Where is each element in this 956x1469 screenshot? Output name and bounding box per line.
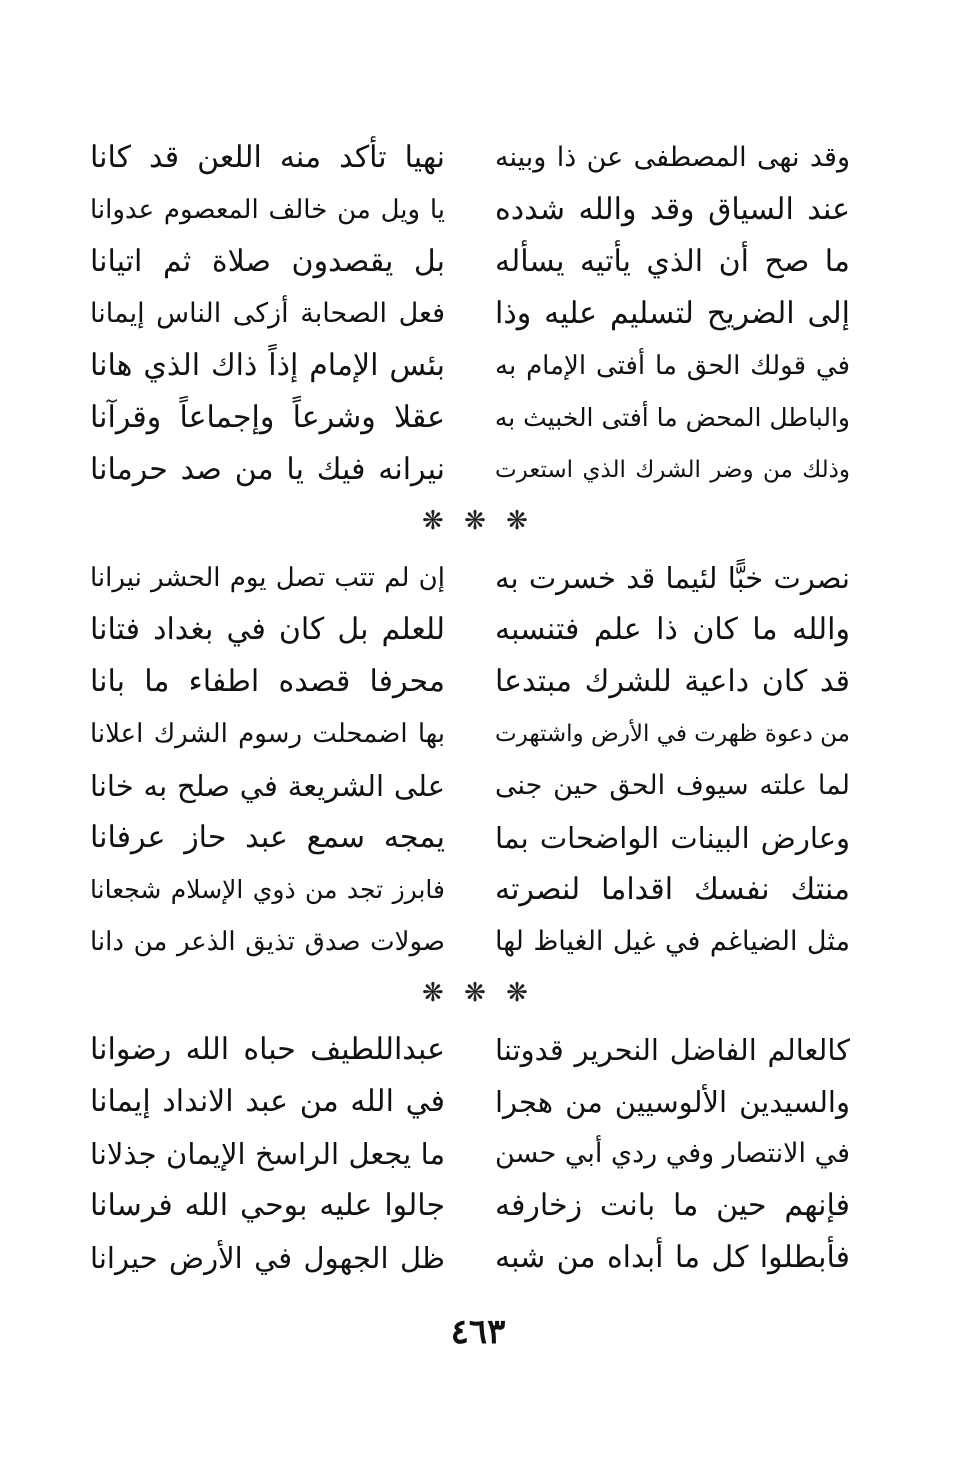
verse (90, 288, 850, 340)
second-hemistich: يا ويل من خالف المعصوم عدوانا (90, 195, 445, 225)
verse (90, 444, 850, 496)
verse (90, 864, 850, 916)
first-hemistich: نصرت خبًّا لئيما قد خسرت به (495, 561, 850, 595)
first-hemistich: والباطل المحض ما أفتى الخبيث به (495, 403, 850, 432)
verse (90, 1232, 850, 1284)
verse (90, 604, 850, 656)
second-hemistich: إن لم تتب تصل يوم الحشر نيرانا (90, 563, 445, 593)
second-hemistich: فابرز تجد من ذوي الإسلام شجعانا (90, 875, 445, 904)
second-hemistich: على الشريعة في صلح به خانا (90, 769, 445, 803)
verse (90, 916, 850, 968)
first-hemistich: مثل الضياغم في غيل الغياظ لها (495, 926, 850, 957)
second-hemistich: بل يقصدون صلاة ثم اتيانا (90, 244, 445, 279)
second-hemistich: نهيا تأكد منه اللعن قد كانا (90, 140, 445, 175)
verse (90, 184, 850, 236)
first-hemistich: في قولك الحق ما أفتى الإمام به (495, 351, 850, 381)
first-hemistich: منتك نفسك اقداما لنصرته (495, 872, 850, 907)
first-hemistich: إلى الضريح لتسليم عليه وذا (495, 296, 850, 331)
first-hemistich: قد كان داعية للشرك مبتدعا (495, 664, 850, 699)
second-hemistich: في الله من عبد الانداد إيمانا (90, 1084, 445, 1119)
second-hemistich: يمجه سمع عبد حاز عرفانا (90, 820, 445, 855)
second-hemistich: بها اضمحلت رسوم الشرك اعلانا (90, 719, 445, 749)
second-hemistich: نيرانه فيك يا من صد حرمانا (90, 452, 445, 487)
second-hemistich: صولات صدق تذيق الذعر من دانا (90, 927, 445, 957)
second-hemistich: جالوا عليه بوحي الله فرسانا (90, 1188, 445, 1223)
first-hemistich: وقد نهى المصطفى عن ذا وبينه (495, 142, 850, 173)
verse (90, 656, 850, 708)
stanza-3 (90, 1024, 850, 1284)
first-hemistich: فإنهم حين ما بانت زخارفه (495, 1188, 850, 1223)
second-hemistich: عبداللطيف حباه الله رضوانا (90, 1032, 445, 1067)
first-hemistich: لما علته سيوف الحق حين جنى (495, 770, 850, 801)
second-hemistich: للعلم بل كان في بغداد فتانا (90, 612, 445, 647)
verse (90, 1128, 850, 1180)
verse (90, 132, 850, 184)
page-number: ٤٦٣ (450, 1312, 506, 1352)
first-hemistich: وذلك من وضر الشرك الذي استعرت (495, 457, 850, 483)
verse (90, 1180, 850, 1232)
verse (90, 708, 850, 760)
first-hemistich: ما صح أن الذي يأتيه يسأله (495, 244, 850, 279)
verse (90, 1024, 850, 1076)
first-hemistich: عند السياق وقد والله شدده (495, 192, 850, 227)
first-hemistich: كالعالم الفاضل النحرير قدوتنا (495, 1033, 850, 1067)
stanza-separator: ❋ ❋ ❋ (422, 978, 534, 1008)
stanza-separator: ❋ ❋ ❋ (422, 506, 534, 536)
second-hemistich: بئس الإمام إذاً ذاك الذي هانا (90, 348, 445, 383)
verse (90, 552, 850, 604)
first-hemistich: من دعوة ظهرت في الأرض واشتهرت (495, 721, 850, 747)
second-hemistich: فعل الصحابة أزكى الناس إيمانا (90, 298, 445, 329)
second-hemistich: عقلا وشرعاً وإجماعاً وقرآنا (90, 400, 445, 435)
verse (90, 392, 850, 444)
verse (90, 1076, 850, 1128)
second-hemistich: ظل الجهول في الأرض حيرانا (90, 1241, 445, 1275)
first-hemistich: والله ما كان ذا علم فتنسبه (495, 612, 850, 647)
second-hemistich: محرفا قصده اطفاء ما بانا (90, 664, 445, 699)
first-hemistich: في الانتصار وفي ردي أبي حسن (495, 1138, 850, 1169)
verse (90, 236, 850, 288)
second-hemistich: ما يجعل الراسخ الإيمان جذلانا (90, 1137, 445, 1171)
first-hemistich: وعارض البينات الواضحات بما (495, 821, 850, 855)
verse (90, 340, 850, 392)
verse (90, 760, 850, 812)
verse (90, 812, 850, 864)
first-hemistich: فأبطلوا كل ما أبداه من شبه (495, 1240, 850, 1275)
stanza-2 (90, 552, 850, 968)
first-hemistich: والسيدين الألوسيين من هجرا (495, 1085, 850, 1119)
stanza-1 (90, 132, 850, 496)
